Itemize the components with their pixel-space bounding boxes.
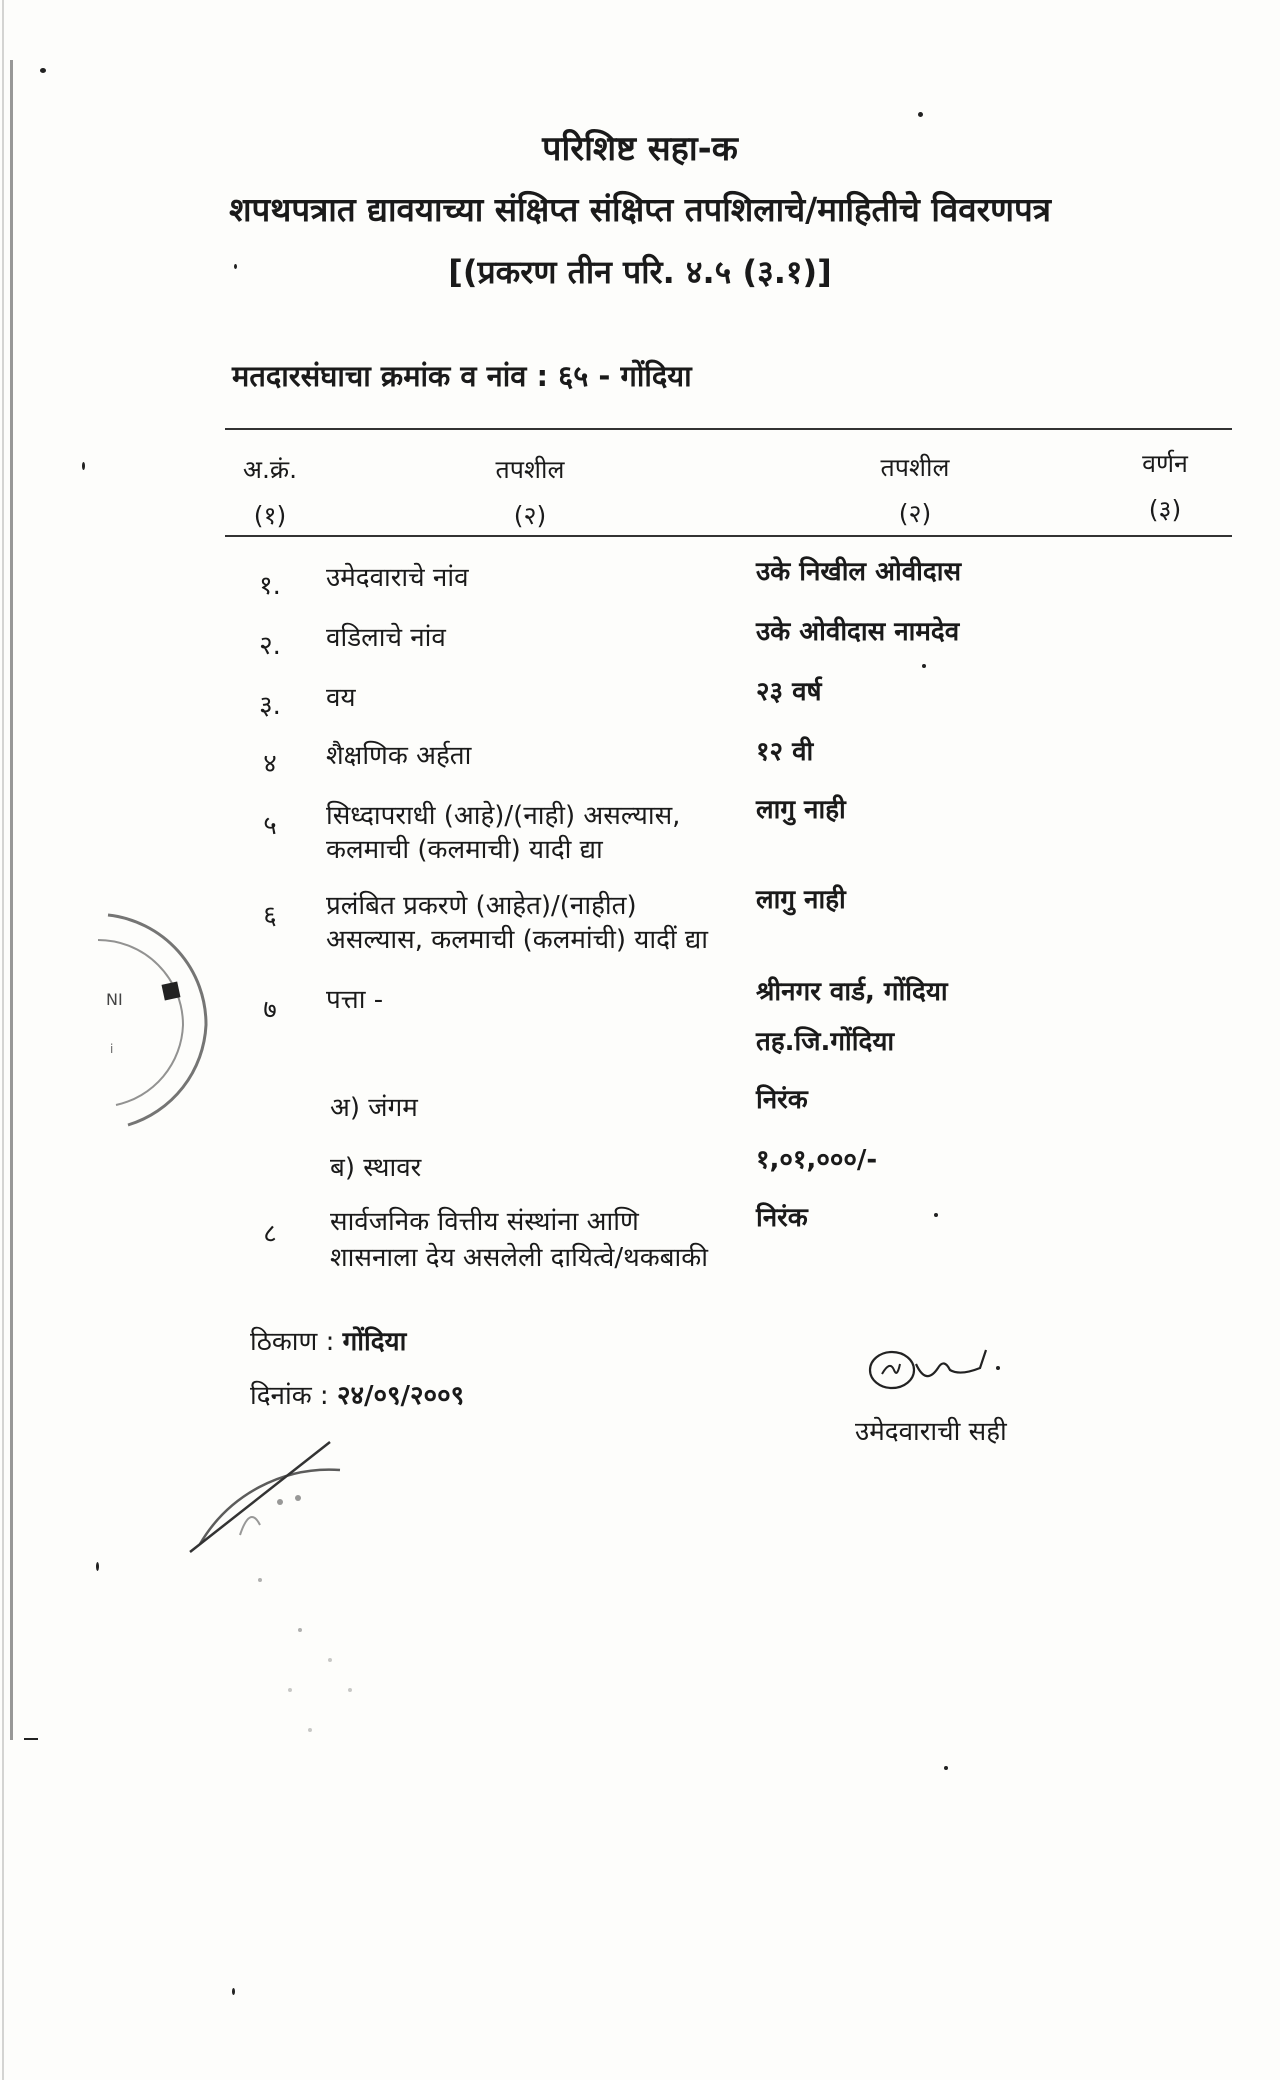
scan-speck [24,1738,38,1740]
header-description-num: (३) [1148,495,1182,524]
office-stamp-partial-icon [88,905,218,1135]
row-5-value: लागु नाही [756,795,846,825]
faded-stamp-icon [180,1440,440,1770]
row-6-label-line-2: असल्यास, कलमाची (कलमांची) यादीं द्या [326,925,709,955]
scan-speck [96,1562,99,1571]
row-3-value: २३ वर्ष [756,677,822,707]
scan-speck [934,1213,938,1217]
scan-speck [40,68,46,73]
scan-edge-line [10,60,13,1740]
scan-edge-shadow [2,0,4,2080]
row-movable-value: निरंक [756,1085,808,1115]
place-line [250,1322,406,1358]
table-top-rule [225,428,1232,430]
appendix-title: परिशिष्ट सहा-क [542,129,738,169]
form-title: शपथपत्रात द्यावयाच्या संक्षिप्त संक्षिप्त तपशिलाचे/माहितीचे विवरणपत्र [229,190,1051,229]
row-6-value: लागु नाही [756,885,846,915]
header-serial-num: (१) [253,501,287,530]
row-3-serial: ३. [259,691,281,721]
row-5-serial: ५ [263,811,277,841]
row-4-value: १२ वी [756,737,814,767]
svg-text:i: i [110,1042,114,1056]
header-detail-2: तपशील [880,453,950,482]
scan-speck [234,264,237,269]
place-value: गोंदिया [342,1327,407,1357]
scan-speck [232,1988,235,1995]
row-2-label: वडिलाचे नांव [326,623,446,653]
row-6-label-line-1: प्रलंबित प्रकरणे (आहेत)/(नाहीत) [326,891,637,921]
header-description: वर्णन [1142,449,1188,478]
scan-speck [922,664,926,668]
row-7-value-line-2: तह.जि.गोंदिया [756,1027,895,1057]
row-5-label-line-1: सिध्दापराधी (आहे)/(नाही) असल्यास, [326,801,681,831]
row-7-label: पत्ता - [326,985,384,1015]
table-header-rule [225,535,1232,537]
header-detail: तपशील [495,455,565,484]
header-serial: अ.क्रं. [242,455,298,484]
row-8-serial: ८ [263,1219,277,1249]
row-2-value: उके ओवीदास नामदेव [756,617,960,647]
row-1-serial: १. [259,571,281,601]
row-movable-label: अ) जंगम [330,1093,418,1123]
row-5-label-line-2: कलमाची (कलमाची) यादी द्या [326,835,603,865]
row-4-serial: ४ [263,749,277,779]
scan-speck [82,462,85,470]
row-immovable-label: ब) स्थावर [330,1153,422,1183]
row-7-value-line-1: श्रीनगर वार्ड, गोंदिया [756,977,948,1007]
row-1-value: उके निखील ओवीदास [756,557,962,587]
row-4-label: शैक्षणिक अर्हता [326,741,472,771]
date-value: २४/०९/२००९ [336,1381,465,1411]
scan-speck [944,1766,948,1770]
row-3-label: वय [326,683,356,713]
constituency-line: मतदारसंघाचा क्रमांक व नांव : ६५ - गोंदिया [232,359,692,393]
reference-line: [(प्रकरण तीन परि. ४.५ (३.१)] [448,253,832,291]
row-6-serial: ६ [263,901,277,931]
place-label: ठिकाण : [250,1327,335,1357]
header-detail-num: (२) [513,501,547,530]
date-label: दिनांक : [250,1381,329,1411]
row-2-serial: २. [259,631,281,661]
row-8-label-line-1: सार्वजनिक वित्तीय संस्थांना आणि [330,1207,639,1237]
candidate-signature [860,1330,1020,1400]
date-line [250,1376,464,1412]
row-7-serial: ७ [263,995,277,1025]
signature-caption: उमेदवाराची सही [855,1417,1007,1447]
scan-speck [918,112,923,117]
header-detail-2-num: (२) [898,499,932,528]
row-immovable-value: १,०१,०००/- [756,1145,878,1175]
row-8-label-line-2: शासनाला देय असलेली दायित्वे/थकबाकी [330,1243,708,1273]
row-8-value: निरंक [756,1203,808,1233]
row-1-label: उमेदवाराचे नांव [326,563,469,593]
svg-text:NI: NI [106,990,123,1009]
